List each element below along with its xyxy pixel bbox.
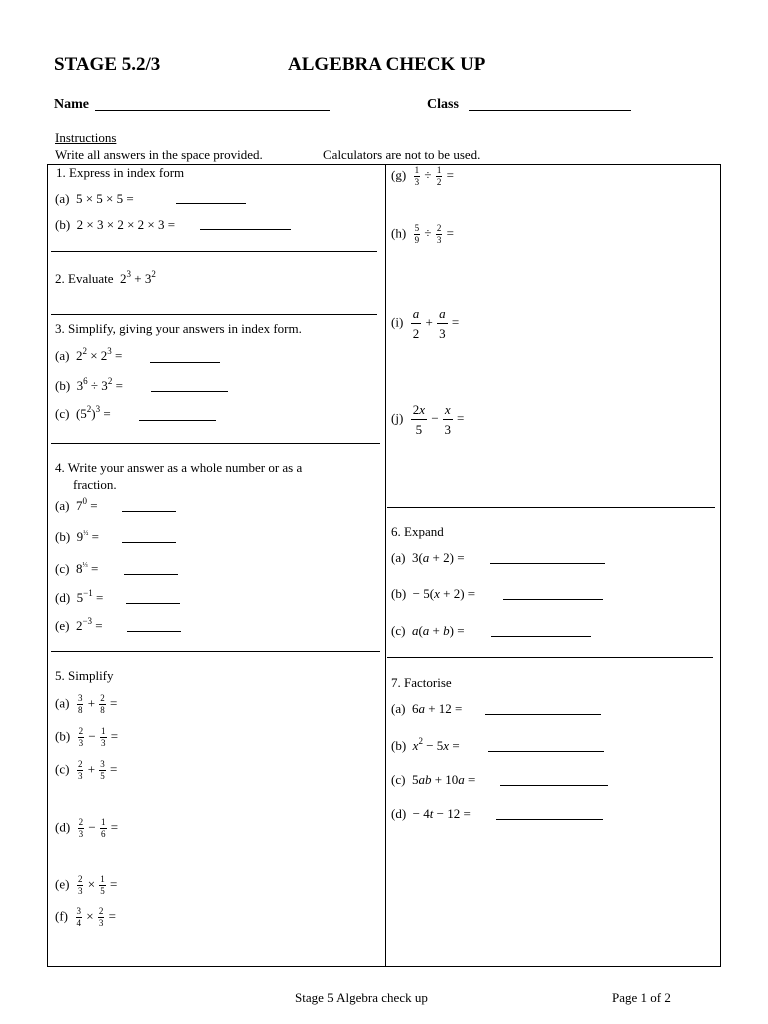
q5i-expression: (i) $\frac{a}{2}$ + $\frac{a}{3}$ = (391, 306, 460, 341)
q4a-expression: (a) $7^0$ = (55, 496, 98, 513)
q6c-answer[interactable] (491, 636, 591, 637)
q5d-expression: (d) $\frac{2}{3}$ − $\frac{1}{6}$ = (55, 817, 119, 839)
instructions-line2: Calculators are not to be used. (323, 147, 481, 162)
q5f-expression: (f) $\frac{3}{4}$ × $\frac{2}{3}$ = (55, 906, 116, 928)
page-number: Page 1 of 2 (612, 990, 671, 1005)
q7c-label: (c) (391, 772, 406, 787)
q5c-label: (c) (55, 761, 70, 777)
q3a-expression: (a) $2^2 \times 2^3$ = (55, 346, 123, 363)
q6b-label: (b) (391, 586, 407, 601)
q7c-expression: (c) 5ab + 10a = (391, 772, 476, 787)
q7d-expression: (d) − 4t − 12 = (391, 806, 471, 821)
separator (387, 507, 715, 508)
q4e-label: (e) (55, 618, 70, 633)
q4d-label: (d) (55, 590, 71, 605)
class-label: Class (427, 97, 459, 112)
q4b-expression: (b) $9^{\frac{1}{2}}$ = (55, 529, 100, 544)
q3b-expression: (b) $3^6 \div 3^2$ = (55, 376, 123, 393)
q7b-expression: (b) $x^2 - 5x$ = (391, 736, 460, 753)
separator (51, 443, 380, 444)
q3a-answer[interactable] (150, 362, 220, 363)
q6a-expression: (a) 3(a + 2) = (391, 550, 465, 565)
q7d-label: (d) (391, 806, 407, 821)
q6b-expression: (b) − 5(x + 2) = (391, 586, 476, 601)
q4c-label: (c) (55, 561, 70, 576)
q7-title: 7. Factorise (391, 675, 452, 690)
q4-title-line2: fraction. (73, 477, 117, 492)
q7b-label: (b) (391, 738, 407, 753)
q4d-answer[interactable] (126, 603, 180, 604)
q3a-label: (a) (55, 348, 70, 363)
page-title: ALGEBRA CHECK UP (288, 54, 486, 75)
column-divider (385, 164, 386, 966)
q5b-label: (b) (55, 728, 71, 744)
name-label: Name (54, 97, 89, 112)
q5i-label: (i) (391, 314, 404, 330)
q4c-answer[interactable] (124, 574, 178, 575)
separator (51, 251, 377, 252)
separator (387, 657, 713, 658)
footer-title: Stage 5 Algebra check up (295, 990, 428, 1005)
q1-title: 1. Express in index form (56, 165, 185, 180)
instructions-heading: Instructions (55, 130, 117, 145)
q4b-label: (b) (55, 529, 71, 544)
q3c-expression: (c) $(5^2)^3$ = (55, 404, 111, 421)
q5-title: 5. Simplify (55, 668, 114, 683)
q7c-answer[interactable] (500, 785, 608, 786)
q3-title: 3. Simplify, giving your answers in index form. (55, 321, 302, 336)
q5j-expression: (j) $\frac{2x}{5}$ − $\frac{x}{3}$ = (391, 402, 465, 437)
q5h-label: (h) (391, 225, 407, 241)
q5j-label: (j) (391, 410, 404, 426)
q2-expression: 2. Evaluate $2^3 + 3^2$ (55, 269, 156, 286)
q4d-expression: (d) $5^{-1}$ = (55, 588, 104, 605)
q1a-expression: (a) 5 × 5 × 5 = (55, 191, 134, 206)
q7d-answer[interactable] (496, 819, 603, 820)
q1b-label: (b) (55, 217, 71, 232)
q1a-answer[interactable] (176, 203, 246, 204)
q5d-label: (d) (55, 819, 71, 835)
q4e-answer[interactable] (127, 631, 181, 632)
q6-title: 6. Expand (391, 524, 444, 539)
q5g-expression: (g) $\frac{1}{3}$ ÷ $\frac{1}{2}$ = (391, 165, 454, 187)
q4-title-line1: 4. Write your answer as a whole number or as a (55, 460, 303, 475)
separator (51, 314, 377, 315)
q4c-expression: (c) $8^{\frac{1}{3}}$ = (55, 561, 99, 576)
q1a-label: (a) (55, 191, 70, 206)
q4a-answer[interactable] (122, 511, 176, 512)
q5h-expression: (h) $\frac{5}{9}$ ÷ $\frac{2}{3}$ = (391, 223, 454, 245)
q5f-label: (f) (55, 908, 68, 924)
q6c-expression: (c) a(a + b) = (391, 623, 465, 638)
q5b-expression: (b) $\frac{2}{3}$ − $\frac{1}{3}$ = (55, 726, 119, 748)
q7a-label: (a) (391, 701, 406, 716)
name-field[interactable] (95, 110, 330, 111)
q5g-label: (g) (391, 167, 407, 183)
q6a-answer[interactable] (490, 563, 605, 564)
q3b-answer[interactable] (151, 391, 228, 392)
q3c-answer[interactable] (139, 420, 216, 421)
q3c-label: (c) (55, 406, 70, 421)
stage-heading: STAGE 5.2/3 (54, 54, 161, 75)
q6a-label: (a) (391, 550, 406, 565)
q3b-label: (b) (55, 378, 71, 393)
q7a-expression: (a) 6a + 12 = (391, 701, 463, 716)
q4b-answer[interactable] (122, 542, 176, 543)
q1b-expression: (b) 2 × 3 × 2 × 2 × 3 = (55, 217, 176, 232)
q5c-expression: (c) $\frac{2}{3}$ + $\frac{3}{5}$ = (55, 759, 118, 781)
instructions-line1: Write all answers in the space provided. (55, 147, 263, 162)
q2-title: 2. Evaluate (55, 271, 114, 286)
q7b-answer[interactable] (488, 751, 604, 752)
q6b-answer[interactable] (503, 599, 603, 600)
q4a-label: (a) (55, 498, 70, 513)
q7a-answer[interactable] (485, 714, 601, 715)
q5a-label: (a) (55, 695, 70, 711)
q5e-label: (e) (55, 876, 70, 892)
q1b-answer[interactable] (200, 229, 291, 230)
class-field[interactable] (469, 110, 631, 111)
separator (51, 651, 380, 652)
q4e-expression: (e) $2^{-3}$ = (55, 616, 103, 633)
q6c-label: (c) (391, 623, 406, 638)
q5e-expression: (e) $\frac{2}{3}$ × $\frac{1}{5}$ = (55, 874, 118, 896)
q5a-expression: (a) $\frac{3}{8}$ + $\frac{2}{8}$ = (55, 693, 118, 715)
